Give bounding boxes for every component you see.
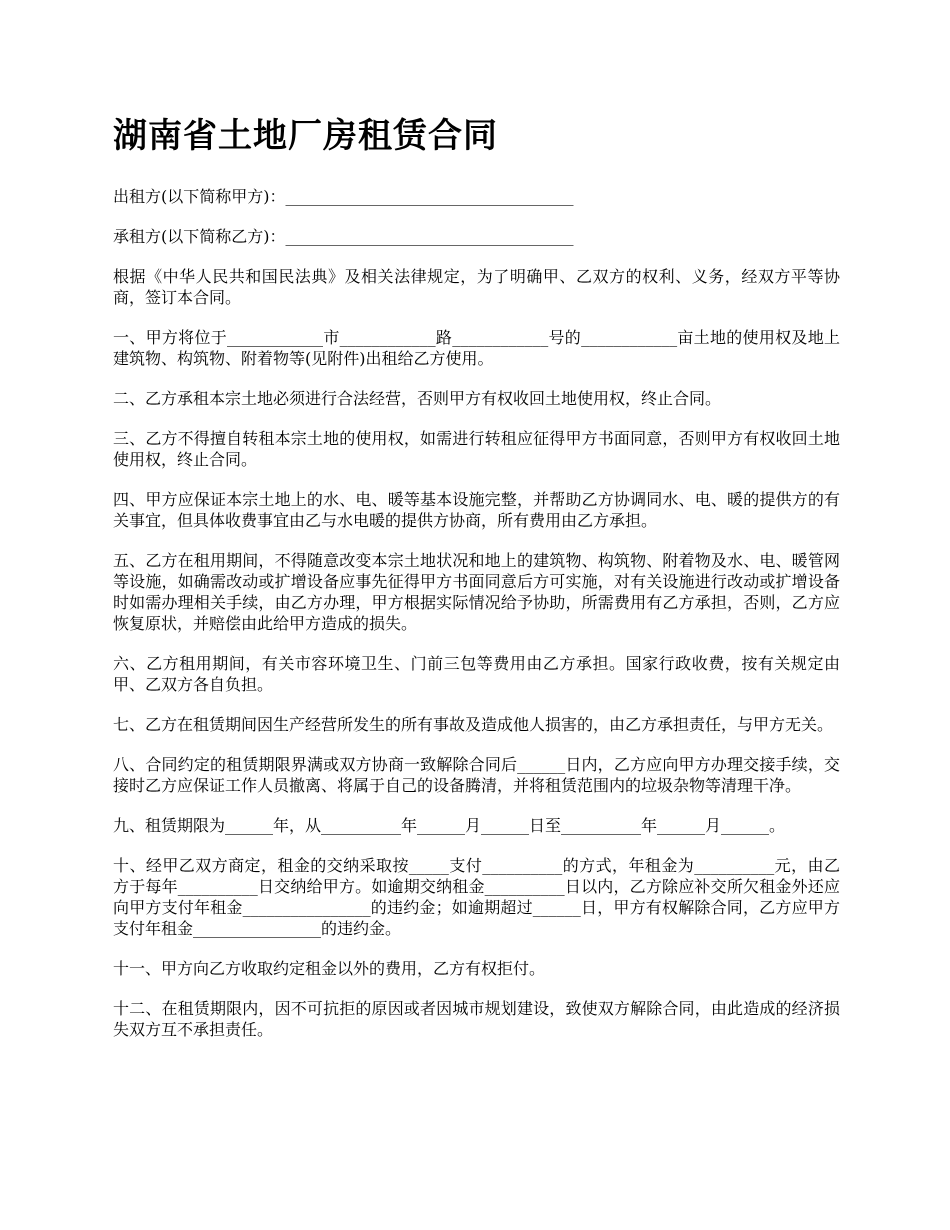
clause-11: 十一、甲方向乙方收取约定租金以外的费用，乙方有权拒付。 — [113, 959, 546, 978]
clause-12: 十二、在租赁期限内，因不可抗拒的原因或者因城市规划建设，致使双方解除合同，由此造成的经济损失双方互不承担责任。 — [113, 999, 840, 1039]
clause-4: 四、甲方应保证本宗土地上的水、电、暖等基本设施完整，并帮助乙方协调同水、电、暖的提供方的有关事宜，但具体收费事宜由乙与水电暖的提供方协商，所有费用由乙方承担。 — [113, 490, 840, 530]
party-a-line: 出租方(以下简称甲方)：____________________________________ — [113, 187, 574, 206]
preamble-paragraph: 根据《中华人民共和国民法典》及相关法律规定，为了明确甲、乙双方的权利、义务，经双方平等协商，签订本合同。 — [113, 267, 840, 307]
clause-8: 八、合同约定的租赁期限界满或双方协商一致解除合同后______日内，乙方应向甲方办理交接手续，交接时乙方应保证工作人员撤离、将属于自己的设备腾清，并将租赁范围内的垃圾杂物等清理干净。 — [113, 755, 840, 795]
clause-6: 六、乙方租用期间，有关市容环境卫生、门前三包等费用由乙方承担。国家行政收费，按有关规定由甲、乙双方各自负担。 — [113, 654, 840, 694]
clause-7: 七、乙方在租赁期间因生产经营所发生的所有事故及造成他人损害的，由乙方承担责任，与甲方无关。 — [113, 715, 834, 734]
clause-10: 十、经甲乙双方商定，租金的交纳采取按_____支付__________的方式，年租金为__________元，由乙方于每年__________日交纳给甲方。如逾期交纳租金__________日以内，乙方除应补交所欠租金外还应向甲方支付年租金________________的违约金；如逾期超过______日，甲方有权解除合同，乙方应甲方支付年租金________________的违约金。 — [113, 856, 840, 938]
clause-3: 三、乙方不得擅自转租本宗土地的使用权，如需进行转租应征得甲方书面同意，否则甲方有权收回土地使用权，终止合同。 — [113, 429, 840, 469]
clause-2: 二、乙方承租本宗土地必须进行合法经营，否则甲方有权收回土地使用权，终止合同。 — [113, 389, 722, 408]
clause-5: 五、乙方在租用期间，不得随意改变本宗土地状况和地上的建筑物、构筑物、附着物及水、电、暖管网等设施，如确需改动或扩增设备应事先征得甲方书面同意后方可实施，对有关设施进行改动或扩增设备时如需办理相关手续，由乙方办理，甲方根据实际情况给予协助，所需费用有乙方承担，否则，乙方应恢复原状，并赔偿由此给甲方造成的损失。 — [113, 551, 840, 633]
document-title: 湖南省土地厂房租赁合同 — [113, 116, 498, 156]
clause-1: 一、甲方将位于____________市____________路____________号的____________亩土地的使用权及地上建筑物、构筑物、附着物等(见附件)出租给乙方使用。 — [113, 328, 840, 368]
party-b-line: 承租方(以下简称乙方)：____________________________________ — [113, 227, 574, 246]
contract-page — [113, 112, 840, 1059]
clause-9: 九、租赁期限为______年，从__________年______月______日至__________年______月______。 — [113, 816, 786, 835]
